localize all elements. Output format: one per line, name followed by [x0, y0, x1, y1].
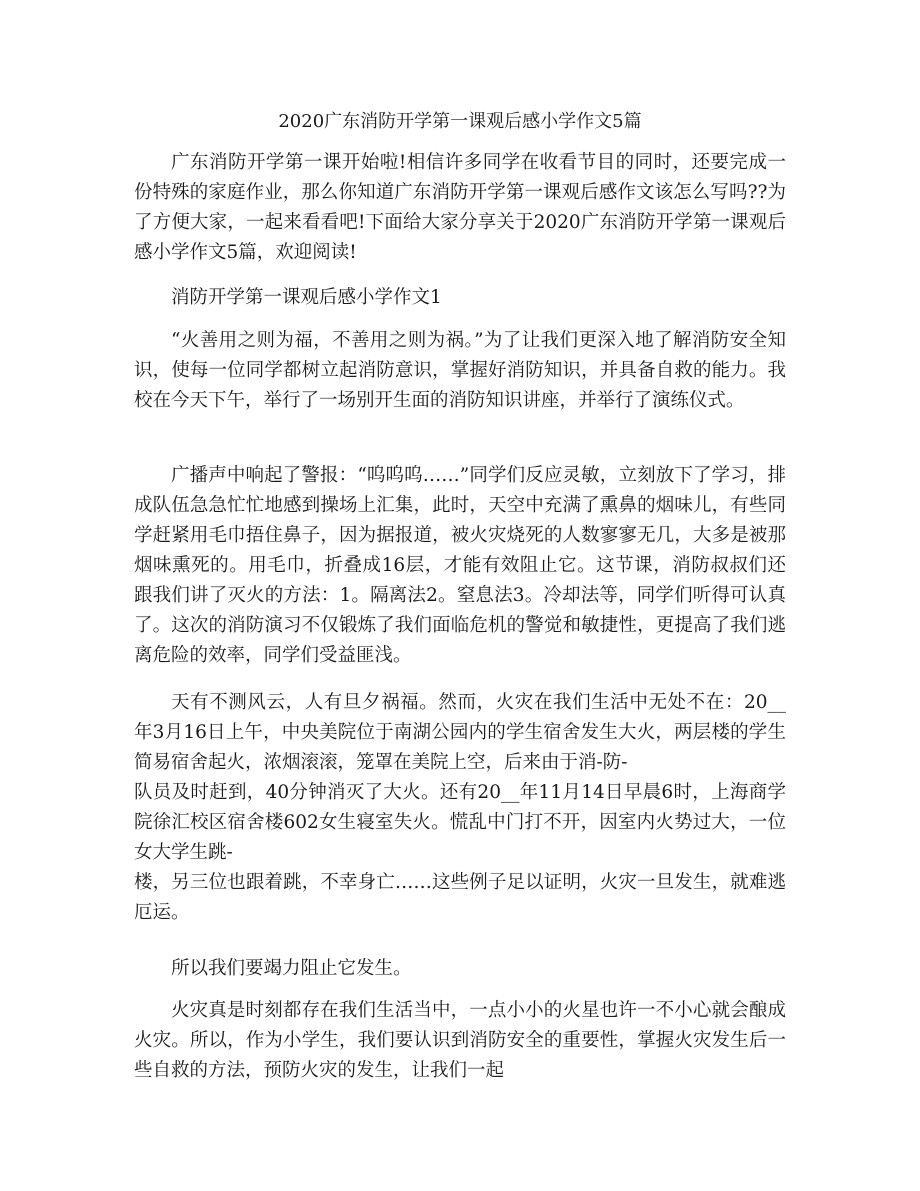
paragraph-conclusion — [134, 996, 786, 1086]
paragraph: 广东消防开学第一课开始啦!相信许多同学在收看节目的同时，还要完成一份特殊的家庭作业，那么你知道广东消防开学第一课观后感作文该怎么写吗??为了方便大家，一起来看看吧!下面给大家分享关于2020广东消防开学第一课观后感小学作文5篇，欢迎阅读! — [134, 152, 786, 263]
paragraph: “火善用之则为福，不善用之则为祸。”为了让我们更深入地了解消防安全知识，使每一位同学都树立起消防意识，掌握好消防知识，并具备自救的能力。我校在今天下午，举行了一场别开生面的消防知识讲座，并举行了演练仪式。 — [134, 330, 786, 411]
intro-paragraph — [134, 148, 786, 268]
paragraph-quote — [134, 326, 786, 416]
section-heading — [134, 283, 786, 313]
paragraph-examples — [134, 688, 786, 928]
paragraph: 广播声中响起了警报：“呜呜呜……”同学们反应灵敏，立刻放下了学习，排成队伍急急忙忙地感到操场上汇集，此时，天空中充满了熏鼻的烟味儿，有些同学赶紧用毛巾捂住鼻子，因为据报道，被火灾烧死的人数寥寥无几，大多是被那烟味熏死的。用毛巾，折叠成16层，才能有效阻止它。这节课，消防叔叔们还跟我们讲了灭火的方法：1。隔离法2。窒息法3。冷却法等，同学们听得可认真了。这次的消防演习不仅锻炼了我们面临危机的警觉和敏捷性，更提高了我们逃离危险的效率，同学们受益匪浅。 — [134, 465, 786, 666]
paragraph: 天有不测风云，人有旦夕祸福。然而，火灾在我们生活中无处不在：20__年3月16日上午，中央美院位于南湖公园内的学生宿舍发生大火，两层楼的学生简易宿舍起火，浓烟滚滚，笼罩在美院上空，后来由于消-防- 队员及时赶到，40分钟消灭了大火。还有20__年11月14日早晨6时，上海商学院徐汇校区宿舍楼602女生寝室失火。慌乱中门打不开，因室内火势过大，一位女大学生跳- 楼，另三位也跟着跳，不幸身亡……这些例子足以证明，火灾一旦发生，就难逃厄运。 — [134, 692, 786, 923]
paragraph-prevent — [134, 954, 786, 984]
document-title: 2020广东消防开学第一课观后感小学作文5篇 — [278, 111, 642, 132]
paragraph-drill — [134, 461, 786, 671]
paragraph: 火灾真是时刻都存在我们生活当中，一点小小的火星也许一不小心就会酿成火灾。所以，作为小学生，我们要认识到消防安全的重要性，掌握火灾发生后一些自救的方法，预防火灾的发生，让我们一起 — [134, 1000, 786, 1081]
paragraph: 所以我们要竭力阻止它发生。 — [171, 958, 412, 979]
section-heading-text: 消防开学第一课观后感小学作文1 — [171, 287, 442, 308]
